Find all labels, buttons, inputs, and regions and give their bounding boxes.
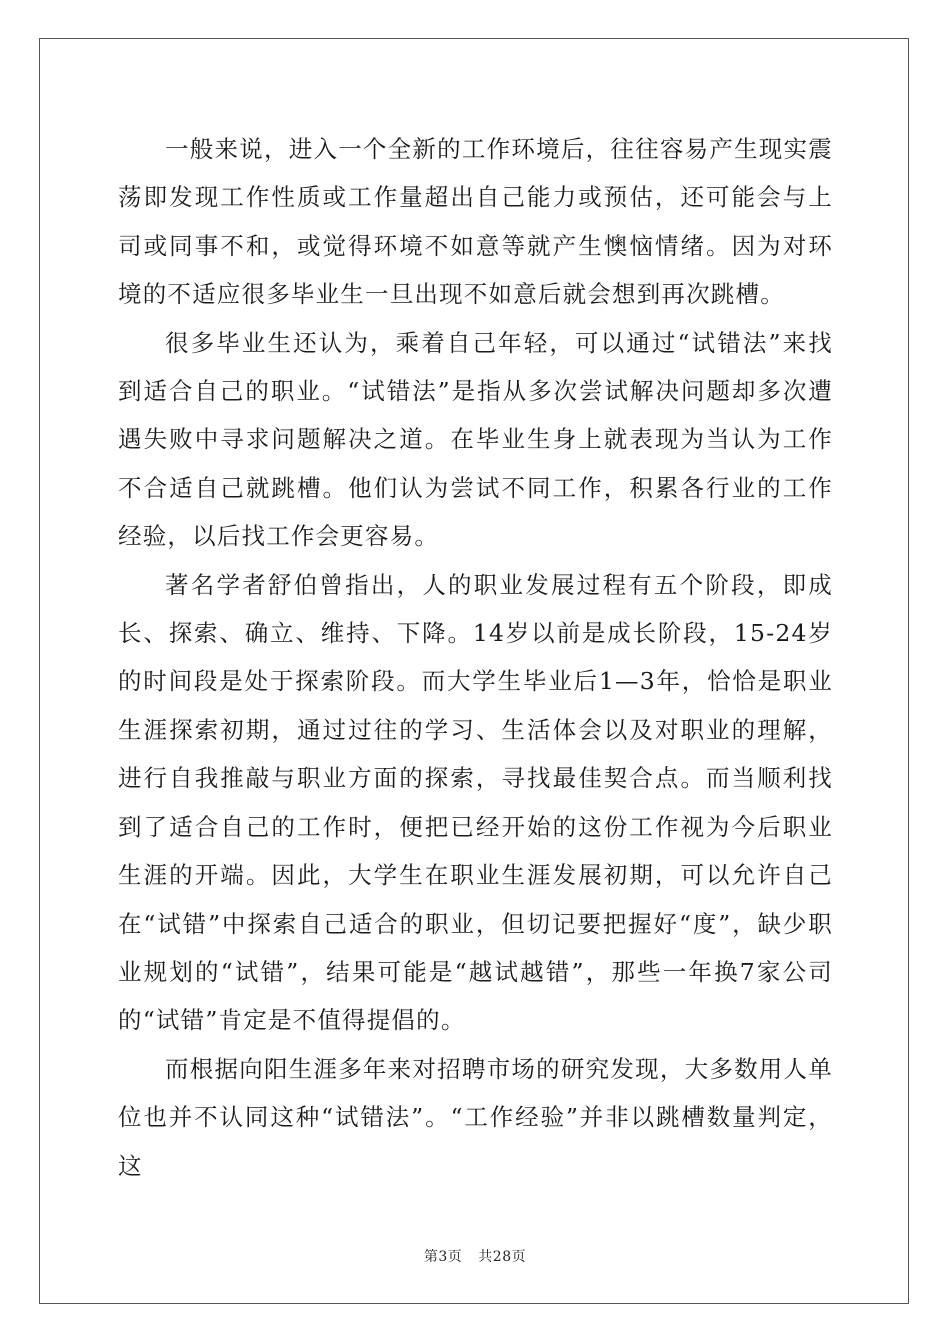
total-pages-label: 共28页 (478, 1249, 527, 1265)
paragraph: 著名学者舒伯曾指出，人的职业发展过程有五个阶段，即成长、探索、确立、维持、下降。14岁以前是成长阶段，15-24岁的时间段是处于探索阶段。而大学生毕业后1—3年，恰恰是职业生涯探索初期，通过过往的学习、生活体会以及对职业的理解，进行自我推敲与职业方面的探索，寻找最佳契合点。而当顺利找到了适合自己的工作时，便把已经开始的这份工作视为今后职业生涯的开端。因此，大学生在职业生涯发展初期，可以允许自己在“试错”中探索自己适合的职业，但切记要把握好“度”，缺少职业规划的“试错”，结果可能是“越试越错”，那些一年换7家公司的“试错”肯定是不值得提倡的。 (118, 570, 833, 1035)
page-footer (0, 1246, 950, 1266)
current-page-label: 第3页 (423, 1249, 463, 1265)
paragraph: 很多毕业生还认为，乘着自己年轻，可以通过“试错法”来找到适合自己的职业。“试错法”是指从多次尝试解决问题却多次遭遇失败中寻求问题解决之道。在毕业生身上就表现为当认为工作不合适自己就跳槽。他们认为尝试不同工作，积累各行业的工作经验，以后找工作会更容易。 (118, 328, 833, 551)
paragraph: 一般来说，进入一个全新的工作环境后，往往容易产生现实震荡即发现工作性质或工作量超出自己能力或预估，还可能会与上司或同事不和，或觉得环境不如意等就产生懊恼情绪。因为对环境的不适应很多毕业生一旦出现不如意后就会想到再次跳槽。 (118, 135, 833, 309)
paragraph: 而根据向阳生涯多年来对招聘市场的研究发现，大多数用人单位也并不认同这种“试错法”。“工作经验”并非以跳槽数量判定，这 (118, 1054, 833, 1180)
document-body (118, 125, 833, 1190)
